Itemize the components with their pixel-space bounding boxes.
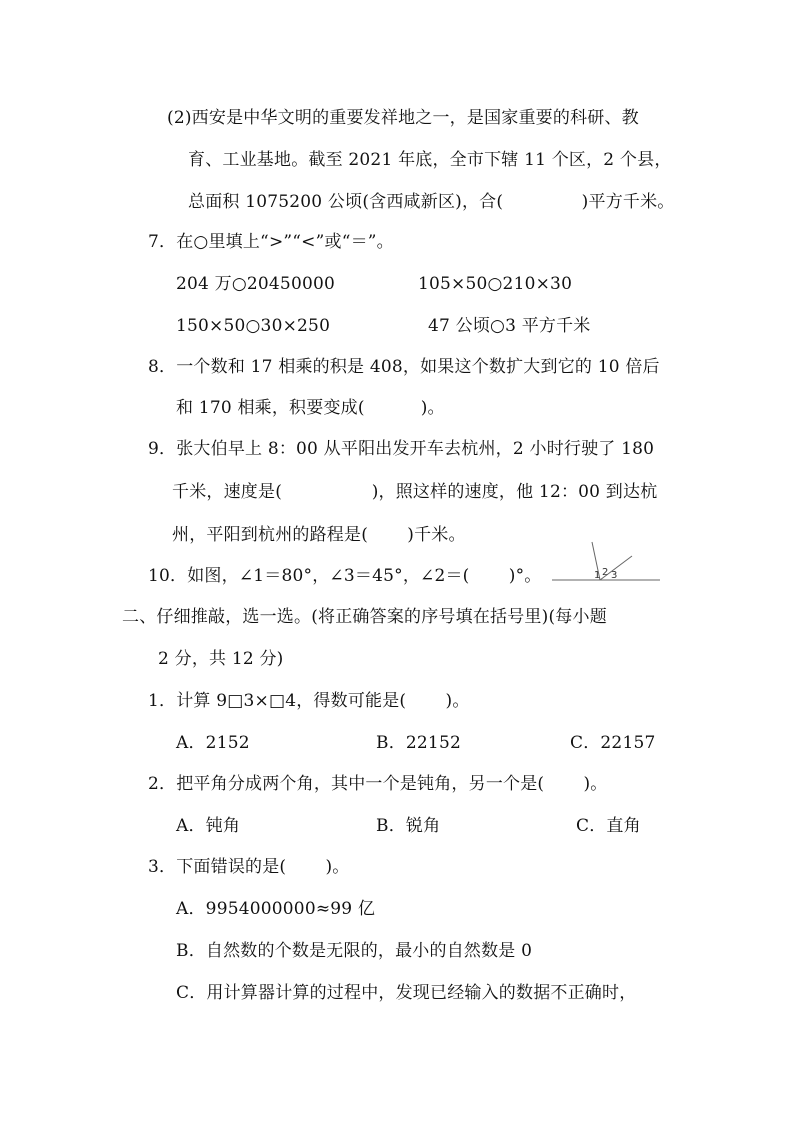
p2-q1-option-b: B．22152 xyxy=(376,733,461,753)
q7-item-c: 150×50○30×250 xyxy=(176,316,331,336)
p2-q2-option-a: A．钝角 xyxy=(176,816,241,836)
p2-q1-option-c: C．22157 xyxy=(570,733,656,753)
p2-q3-stem: 3．下面错误的是( )。 xyxy=(148,857,350,877)
q7-item-d: 47 公顷○3 平方千米 xyxy=(428,316,591,336)
p2-q3-option-a: A．9954000000≈99 亿 xyxy=(176,899,376,919)
q7-item-b: 105×50○210×30 xyxy=(418,274,573,294)
q8-line2: 和 170 相乘，积要变成( )。 xyxy=(176,398,445,418)
p2-q2-stem: 2．把平角分成两个角，其中一个是钝角，另一个是( )。 xyxy=(148,774,608,794)
q8-line1: 8．一个数和 17 相乘的积是 408，如果这个数扩大到它的 10 倍后 xyxy=(148,357,660,377)
p2-q3-option-c: C．用计算器计算的过程中，发现已经输入的数据不正确时， xyxy=(176,983,637,1003)
q6-2-line1: (2)西安是中华文明的重要发祥地之一，是国家重要的科研、教 xyxy=(167,108,639,128)
part2-heading-line1: 二、仔细推敲，选一选。(将正确答案的序号填在括号里)(每小题 xyxy=(122,607,607,627)
q7-item-a: 204 万○20450000 xyxy=(176,274,336,294)
q9-line3: 州，平阳到杭州的路程是( )千米。 xyxy=(172,525,466,545)
q10-text: 10．如图，∠1＝80°，∠3＝45°，∠2＝( )°。 xyxy=(148,566,542,586)
part2-heading-line2: 2 分，共 12 分) xyxy=(158,649,284,669)
q9-line1: 9．张大伯早上 8：00 从平阳出发开车去杭州，2 小时行驶了 180 xyxy=(148,439,655,459)
q6-2-line3: 总面积 1075200 公顷(含西咸新区)，合( )平方千米。 xyxy=(188,192,675,212)
angle-label-3: 3 xyxy=(611,570,618,581)
p2-q2-option-b: B．锐角 xyxy=(376,816,441,836)
p2-q2-option-c: C．直角 xyxy=(576,816,641,836)
angle-label-1: 1 xyxy=(594,570,601,581)
q9-line2: 千米，速度是( )，照这样的速度，他 12：00 到达杭 xyxy=(172,482,658,502)
q6-2-line2: 育、工业基地。截至 2021 年底，全市下辖 11 个区，2 个县， xyxy=(188,150,672,170)
p2-q1-option-a: A．2152 xyxy=(176,733,250,753)
angle-label-2: 2 xyxy=(602,567,609,578)
angle-figure xyxy=(548,538,662,586)
q7-stem: 7．在○里填上“>”“<”或“＝”。 xyxy=(148,232,394,252)
p2-q1-stem: 1．计算 9□3×□4，得数可能是( )。 xyxy=(148,691,470,711)
p2-q3-option-b: B．自然数的个数是无限的，最小的自然数是 0 xyxy=(176,941,533,961)
